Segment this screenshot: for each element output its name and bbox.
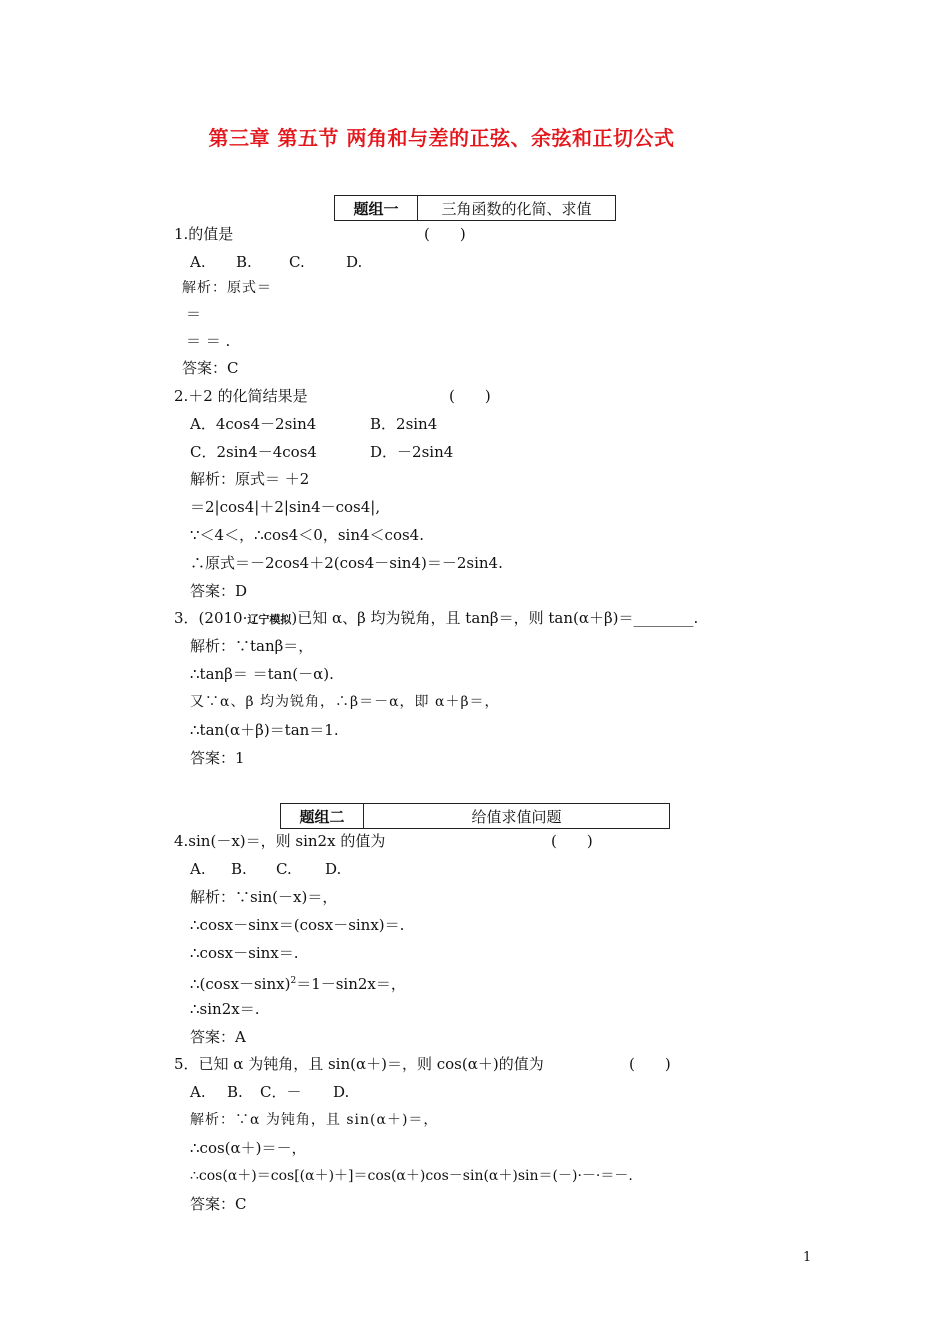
- question-1-solution-line: 解析：原式＝: [182, 280, 272, 296]
- question-4-paren: ( ): [551, 832, 593, 850]
- question-1-solution-line: ＝ ＝ .: [186, 332, 231, 350]
- question-5-solution-line: ∴cos(α＋)＝－，: [190, 1139, 307, 1157]
- question-2-option-b: B．2sin4: [370, 415, 438, 433]
- question-3-solution-line: 又∵α、β 均为锐角，∴β＝－α，即 α＋β＝，: [190, 694, 500, 710]
- group-header-2: [280, 803, 670, 829]
- question-2-stem: 2.＋2 的化简结果是: [174, 387, 308, 405]
- question-2-solution-line: 解析：原式＝ ＋2: [190, 470, 310, 488]
- question-2-option-d: D．－2sin4: [370, 443, 454, 461]
- group-topic: 三角函数的化简、求值: [441, 199, 592, 218]
- exponent: 2: [290, 976, 297, 986]
- question-1-paren: ( ): [424, 225, 466, 243]
- question-4-solution-line: ∴sin2x＝.: [190, 1000, 260, 1018]
- question-1-option-d: D.: [346, 253, 363, 271]
- question-2-answer: 答案：D: [190, 582, 248, 600]
- question-3-stem-suffix: )已知 α、β 均为锐角，且 tanβ＝，则 tan(α＋β)＝________.: [291, 609, 699, 627]
- question-3-source: 辽宁模拟: [247, 613, 292, 626]
- question-5-solution-line: 解析：∵α 为钝角，且 sin(α＋)＝，: [190, 1112, 439, 1128]
- question-2-paren: ( ): [449, 387, 491, 405]
- question-4-solution-line: 解析：∵sin(－x)＝，: [190, 888, 338, 906]
- question-2-solution-line: ＝2|cos4|＋2|sin4－cos4|,: [190, 498, 381, 516]
- question-4-option-a: A.: [190, 860, 206, 878]
- question-2-option-a: A．4cos4－2sin4: [190, 415, 317, 433]
- question-3-stem-prefix: 3．(2010·: [174, 609, 248, 627]
- question-3-stem: [174, 608, 698, 630]
- question-2-solution-line: ∵＜4＜，∴cos4＜0，sin4＜cos4.: [190, 526, 424, 544]
- question-4-solution-line: [190, 971, 406, 994]
- question-1-answer: 答案：C: [182, 359, 239, 377]
- question-1-option-c: C.: [289, 253, 305, 271]
- group-label: 题组二: [281, 804, 364, 828]
- question-4-answer: 答案：A: [190, 1028, 246, 1046]
- question-5-paren: ( ): [629, 1055, 671, 1073]
- question-5-option-a: A.: [190, 1083, 206, 1101]
- group-label: 题组一: [335, 196, 418, 220]
- question-3-answer: 答案：1: [190, 749, 245, 767]
- question-5-option-d: D.: [333, 1083, 350, 1101]
- question-1-stem: 1.的值是: [174, 225, 234, 243]
- page-number: 1: [803, 1250, 812, 1265]
- question-4-solution-part: ∴(cosx－sinx): [190, 975, 291, 993]
- question-1-option-b: B.: [236, 253, 252, 271]
- question-2-solution-line: ∴原式＝－2cos4＋2(cos4－sin4)＝－2sin4.: [190, 554, 503, 572]
- question-5-stem: 5．已知 α 为钝角，且 sin(α＋)＝，则 cos(α＋)的值为: [174, 1055, 544, 1073]
- question-5-option-b: B.: [227, 1083, 243, 1101]
- question-4-solution-part: ＝1－sin2x＝，: [296, 975, 406, 993]
- question-4-solution-line: ∴cosx－sinx＝(cosx－sinx)＝.: [190, 916, 405, 934]
- group-header-1: [334, 195, 616, 221]
- question-2-option-c: C．2sin4－4cos4: [190, 443, 317, 461]
- question-5-option-c: C．－: [260, 1083, 302, 1101]
- question-3-solution-line: ∴tan(α＋β)＝tan＝1.: [190, 721, 339, 739]
- question-3-solution-line: ∴tanβ＝ ＝tan(－α).: [190, 665, 334, 683]
- question-4-option-b: B.: [231, 860, 247, 878]
- question-1-solution-line: ＝: [186, 305, 202, 323]
- question-4-option-c: C.: [276, 860, 292, 878]
- question-4-solution-line: ∴cosx－sinx＝.: [190, 944, 299, 962]
- question-5-solution-line: ∴cos(α＋)＝cos[(α＋)＋]＝cos(α＋)cos－sin(α＋)sin＝(－)·－·＝－.: [190, 1168, 633, 1184]
- page-title: 第三章 第五节 两角和与差的正弦、余弦和正切公式: [208, 126, 675, 150]
- question-5-answer: 答案：C: [190, 1195, 247, 1213]
- question-4-stem: 4.sin(－x)＝，则 sin2x 的值为: [174, 832, 386, 850]
- question-4-option-d: D.: [325, 860, 342, 878]
- question-1-option-a: A.: [190, 253, 206, 271]
- group-topic: 给值求值问题: [471, 807, 562, 826]
- question-3-solution-line: 解析：∵tanβ＝，: [190, 637, 314, 655]
